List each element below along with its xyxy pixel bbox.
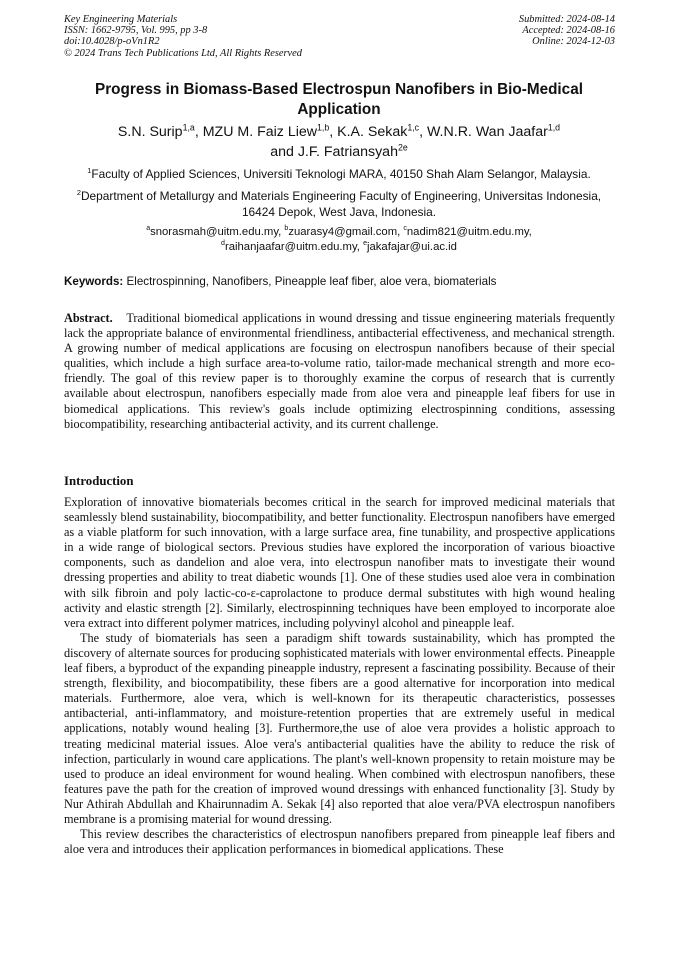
keywords-label: Keywords:: [64, 275, 124, 288]
email[interactable]: $^d$raihanjaafar@uitm.edu.my,: [221, 240, 364, 253]
author: and J.F. Fatriansyah$^{2e}$: [270, 142, 408, 160]
paper-title: Progress in Biomass-Based Electrospun Nanofibers in Bio-Medical Application: [95, 81, 583, 118]
abstract-label: Abstract.: [64, 311, 113, 325]
abstract-text: Traditional biomedical applications in wound dressing and tissue engineering materials frequently lack the appropriate balance of environmental friendliness, antibacterial effectiveness, and mechanical strength. A growing number of medical applications are focusing on electrospun nanofibers because of their special qualities, which include a high surface area-to-volume ratio, tailor-made mechanical strength and more eco-friendly. The goal of this review paper is to thoroughly examine the corpus of research that is currently available about electrospun, nanofibers especially made from aloe vera and pineapple leaf fibers for use in biomedical applications. This review's goals include optimizing electrospinning conditions, assessing biocompatibility, researching antibacterial activity, and its current challenge.: [64, 311, 616, 431]
journal-doi[interactable]: doi:10.4028/p-oVn1R2: [64, 36, 160, 48]
journal-header-right: [519, 14, 615, 48]
affiliation-2: $^2$Department of Metallurgy and Materials Engineering Faculty of Engineering, Universitas Indonesia, 16424 Depok, West Java, Indonesia.: [76, 188, 602, 219]
email[interactable]: $^e$jakafajar@ui.ac.id: [363, 240, 457, 253]
keywords: [64, 274, 616, 289]
email[interactable]: $^a$snorasmah@uitm.edu.my,: [146, 225, 285, 238]
author: W.N.R. Wan Jaafar$^{1,d}$: [426, 122, 561, 140]
paragraph: Exploration of innovative biomaterials becomes critical in the search for improved medicinal materials that seamlessly blend sustainability, biocompatibility, and better functionality. Electrospun nanofibers have emerged as a viable platform for such innovation, with a large surface area, fine tunability, and prospective applications in a wide range of biological sectors. Previous studies have explored the incorporation of various bioactive components, such as dandelion and aloe vera, into electrospun nanofiber mats to investigate their wound dressing properties and ability to treat diabetic wounds [1]. One of these studies used aloe vera in combination with silk fibroin and poly lactic-co-ε-caprolactone to produce dermal substitutes with high wound healing activity and elastic strength [2]. Similarly, electrospinning techniques have been employed to incorporate aloe vera extract into different polymer matrices, including polyvinyl alcohol and pineapple leaf.: [64, 495, 615, 630]
introduction-body: [64, 495, 615, 857]
author-emails: [64, 225, 614, 255]
email[interactable]: $^c$nadim821@uitm.edu.my,: [403, 225, 532, 238]
section-heading-introduction: Introduction: [64, 474, 134, 488]
journal-name: Key Engineering Materials: [64, 14, 178, 25]
paragraph: This review describes the characteristics of electrospun nanofibers prepared from pineapple leaf fibers and aloe vera and introduces their application performances in biomedical applications. These: [64, 827, 615, 857]
online-date: Online: 2024-12-03: [532, 36, 615, 48]
journal-issn: ISSN: 1662-9795, Vol. 995, pp 3-8: [64, 25, 208, 37]
email[interactable]: $^b$zuarasy4@gmail.com,: [284, 225, 404, 238]
journal-copyright: © 2024 Trans Tech Publications Ltd, All Rights Reserved: [64, 47, 302, 59]
author-list: [64, 122, 614, 162]
keywords-text: Electrospinning, Nanofibers, Pineapple leaf fiber, aloe vera, biomaterials: [126, 275, 497, 288]
journal-header-left: [64, 14, 302, 59]
abstract: [64, 311, 615, 432]
author: MZU M. Faiz Liew$^{1,b}$,: [202, 122, 338, 140]
author: S.N. Surip$^{1,a}$,: [117, 122, 203, 140]
affiliation-1: $^1$Faculty of Applied Sciences, Universiti Teknologi MARA, 40150 Shah Alam Selangor, Malaysia.: [87, 166, 591, 181]
paragraph: The study of biomaterials has seen a paradigm shift towards sustainability, which has prompted the discovery of alternate sources for producing sophisticated materials with lower environmental effects. Pineapple leaf fibers, a byproduct of the expanding pineapple industry, represent a fascinating possibility. Because of their strength, flexibility, and biocompatibility, these fibers are a good alternative for incorporation into medical materials. Furthermore, aloe vera, which is well-known for its therapeutic characteristics, possesses antibacterial, anti-inflammatory, and moisture-retention properties that are extremely useful in medical applications, notably wound healing [3]. Furthermore,the use of aloe vera provides a holistic approach to treating medicinal material issues. Aloe vera's antibacterial qualities have the ability to reduce the risk of infection, particularly in wound care applications. The plant's well-known propensity to retain moisture may be used to produce an ideal environment for wound healing. When combined with electrospun nanofibers, these features pave the path for the creation of improved wound dressings with enhanced functionality [3]. Study by Nur Athirah Abdullah and Khairunnadim A. Sekak [4] also reported that aloe vera/PVA electrospun nanofibers membrane is a promising material for wound dressing.: [64, 630, 615, 826]
submitted-date: Submitted: 2024-08-14: [518, 14, 615, 25]
accepted-date: Accepted: 2024-08-16: [522, 25, 615, 37]
author: K.A. Sekak$^{1,c}$,: [337, 122, 427, 140]
